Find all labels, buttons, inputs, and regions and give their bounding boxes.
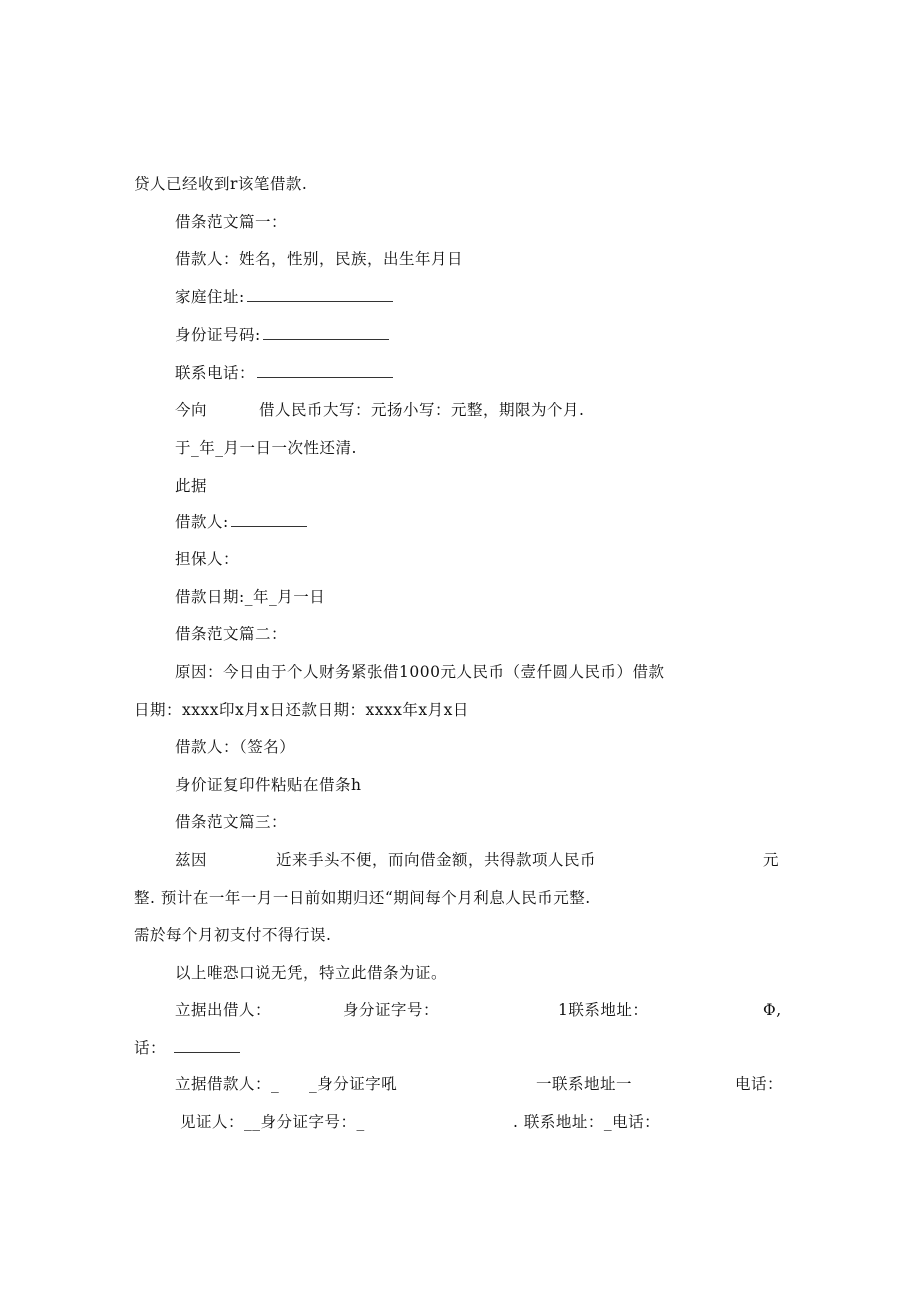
text-fragment: 立据借款人：_ xyxy=(175,1075,280,1093)
text-line: 日期：xxxx印x月x日还款日期：xxxx年x月x日 xyxy=(134,701,469,719)
section-heading-1: 借条范文篇一： xyxy=(175,213,288,231)
fill-blank xyxy=(231,512,307,527)
text-line: 原因：今日由于个人财务紧张借1000元人民币（壹仟圆人民币）借款 xyxy=(175,663,665,681)
fill-blank xyxy=(257,363,393,378)
text-line: 担保人： xyxy=(175,550,240,568)
field-label: 借款人: xyxy=(175,513,229,531)
text-fragment: 兹因 xyxy=(175,851,208,869)
text-line: 借款日期:_年_月一日 xyxy=(175,588,326,606)
text-line: 于_年_月一日一次性还清. xyxy=(175,439,357,457)
text-line: 身价证复印件粘贴在借条h xyxy=(175,776,362,794)
text-line: 整. 预计在一年一月一日前如期归还“期间每个月利息人民币元整. xyxy=(134,889,591,907)
field-label: 联系电话： xyxy=(175,364,256,382)
text-fragment: 身分证字号： xyxy=(343,1001,440,1019)
text-fragment: _身分证字吼 xyxy=(309,1075,398,1093)
text-line: 借款人：（签名） xyxy=(175,738,296,756)
text-fragment: 元 xyxy=(763,851,780,869)
text-fragment: 1联系地址： xyxy=(558,1001,649,1019)
address-field xyxy=(175,287,393,307)
text-fragment: 立据出借人： xyxy=(175,1001,272,1019)
text-line: 此据 xyxy=(175,477,208,495)
fill-blank xyxy=(247,287,393,302)
text-fragment: Φ, xyxy=(763,1001,782,1019)
fill-blank xyxy=(174,1038,240,1053)
section-heading-3: 借条范文篇三： xyxy=(175,813,288,831)
text-line: 需於每个月初支付不得行误. xyxy=(134,926,332,944)
field-label: 话： xyxy=(134,1039,167,1057)
text-line: 以上唯恐口说无凭，特立此借条为证。 xyxy=(175,964,448,982)
text-fragment: . 联系地址：_电话： xyxy=(513,1113,661,1131)
field-label: 家庭住址: xyxy=(175,288,245,306)
borrower-field xyxy=(175,512,307,532)
text-fragment: 近来手头不便，而向借金额，共得款项人民币 xyxy=(276,851,597,869)
text-fragment: 今向 xyxy=(175,401,208,419)
text-fragment: 电话： xyxy=(735,1075,784,1093)
phone-field xyxy=(134,1038,240,1058)
field-label: 身份证号码: xyxy=(175,326,261,344)
text-fragment: 一联系地址一 xyxy=(536,1075,633,1093)
text-fragment: 借人民币大写：元扬小写：元整，期限为个月. xyxy=(259,401,585,419)
fill-blank xyxy=(263,325,389,340)
phone-field xyxy=(175,363,393,383)
text-line: 借款人：姓名，性别，民族，出生年月日 xyxy=(175,250,464,268)
section-heading-2: 借条范文篇二： xyxy=(175,625,288,643)
text-line: 贷人已经收到r该笔借款. xyxy=(134,175,308,193)
id-number-field xyxy=(175,325,389,345)
text-fragment: 见证人：__身分证字号：_ xyxy=(180,1113,365,1131)
